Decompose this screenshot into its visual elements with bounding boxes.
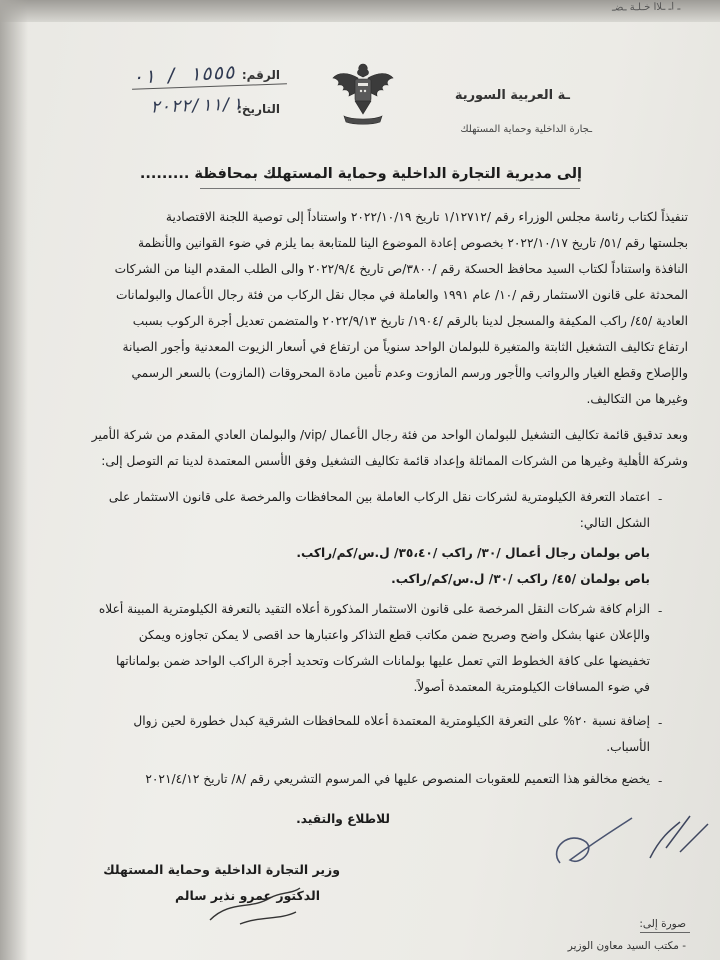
body-line: تنفيذاً لكتاب رئاسة مجلس الوزراء رقم /١/١٢٧١٢ تاريخ ٢٠٢٢/١٠/١٩ واستناداً إلى توصية اللجنة الاقتصادية — [165, 210, 688, 224]
closing-line: للاطلاع والتقيد. — [296, 812, 390, 826]
body-line: النافذة واستناداً لكتاب السيد محافظ الحسكة رقم /٣٨٠٠/ص تاريخ ٢٠٢٢/٩/٤ والى الطلب المقدم الينا من الشركات — [114, 262, 688, 276]
body-line: المحدثة على قانون الاستثمار رقم /١٠/ عام ١٩٩١ والعاملة في مجال نقل الركاب من فئة رجال الأعمال والبولمانات — [115, 288, 688, 302]
ref-label: الرقم: — [241, 68, 280, 82]
copies-underline — [640, 932, 690, 933]
item-line: الزام كافة شركات النقل المرخصة على قانون الاستثمار المذكورة أعلاه التقيد بالتعرفة الكيلومترية المبينة أعلاه — [98, 602, 650, 616]
item-line: والإعلان عنها بشكل واضح وصريح ضمن مكاتب قطع التذاكر واعتبارها حد اقصى لا يمكن تجاوزه ويمكن — [138, 628, 650, 642]
list-bullet: - — [658, 716, 663, 730]
previous-page-strip: ـ اـ ـلاا خـلـة ـضـ — [611, 1, 681, 14]
body-line: ارتفاع تكاليف التشغيل الثابتة والمتغيرة للبولمان الواحد سنوياً من ارتفاع في أسعار الزيوت المعدنية وأجور الصيانة — [122, 340, 688, 354]
item-line: تخفيضها على كافة الخطوط التي تعمل عليها بولمانات الشركات وتحديد أجرة الراكب الواحد ضمن بولماناتها — [115, 654, 650, 668]
eagle-emblem-icon — [330, 58, 396, 126]
list-bullet: - — [658, 774, 663, 788]
ref-value: ١٥٥٥ / ٠١ — [131, 61, 236, 89]
date-value: ٢٠٢٢/١١/١ — [149, 94, 243, 118]
list-bullet: - — [658, 492, 663, 506]
photo-shadow-left — [0, 0, 28, 960]
addressee-underline — [200, 188, 580, 189]
body-line: وغيرها من التكاليف. — [586, 392, 688, 406]
item-line: إضافة نسبة ٢٠% على التعرفة الكيلومترية المعتمدة أعلاه للمحافظات الشرقية كبدل خطورة لحين زوال — [133, 714, 650, 728]
item-line: الشكل التالي: — [579, 516, 650, 530]
ministry-name: ـجارة الداخلية وحماية المستهلك — [460, 124, 592, 135]
body-line: بجلستها رقم /٥١/ تاريخ ٢٠٢٢/١٠/١٧ بخصوص إعادة الموضوع الينا للمتابعة بما يلزم في ضوء القوانين والأنظمة — [137, 236, 688, 250]
fare-line: باص بولمان رجال أعمال /٣٠/ راكب /٣٥،٤٠/ ل.س/كم/راكب. — [296, 546, 650, 560]
republic-name: ـة العربية السورية — [454, 88, 570, 103]
addressee: إلى مديرية التجارة الداخلية وحماية المستهلك بمحافظة ......... — [139, 166, 582, 182]
fare-line: باص بولمان /٤٥/ راكب /٣٠/ ل.س/كم/راكب. — [391, 572, 650, 586]
copies-label: صورة إلى: — [639, 918, 686, 930]
body-line: وشركة الأهلية وغيرها من الشركات المماثلة وإعداد قائمة تكاليف التشغيل وفق الأسس المعتمدة لدينا تم التوصل إلى: — [101, 454, 688, 468]
signature-name: الدكتور عمرو نذير سالم — [175, 888, 320, 903]
signature-scribble-icon — [200, 880, 320, 930]
handwritten-initials-icon — [540, 808, 720, 878]
body-line: والإصلاح وقطع الغيار والرواتب والأجور ورسم المازوت وعدم تأمين مادة المحروقات (المازوت) بالسعر الرسمي — [131, 366, 688, 380]
list-bullet: - — [658, 604, 663, 618]
copies-item: - مكتب السيد معاون الوزير — [567, 940, 686, 952]
item-line: الأسباب. — [606, 740, 650, 754]
item-line: في ضوء المسافات الكيلومترية المعتمدة أصولاً. — [413, 680, 650, 694]
body-line: العادية /٤٥/ راكب المكيفة والمسجل لدينا بالرقم /١٩٠٤/ تاريخ ٢٠٢٢/٩/١٣ والمتضمن تعديل أجرة الركوب بسبب — [132, 314, 688, 328]
body-line: وبعد تدقيق قائمة تكاليف التشغيل للبولمان الواحد من فئة رجال الأعمال /vip/ والبولمان العادي المقدم من شركة الأمير — [91, 428, 688, 442]
item-line: يخضع مخالفو هذا التعميم للعقوبات المنصوص عليها في المرسوم التشريعي رقم /٨/ تاريخ ٢٠٢١/٤/١٢ — [145, 772, 650, 786]
item-line: اعتماد التعرفة الكيلومترية لشركات نقل الركاب العاملة بين المحافظات والمرخصة على قانون الاستثمار على — [108, 490, 650, 504]
date-label: التاريخ: — [237, 102, 280, 116]
signature-title: وزير التجارة الداخلية وحماية المستهلك — [103, 862, 340, 877]
